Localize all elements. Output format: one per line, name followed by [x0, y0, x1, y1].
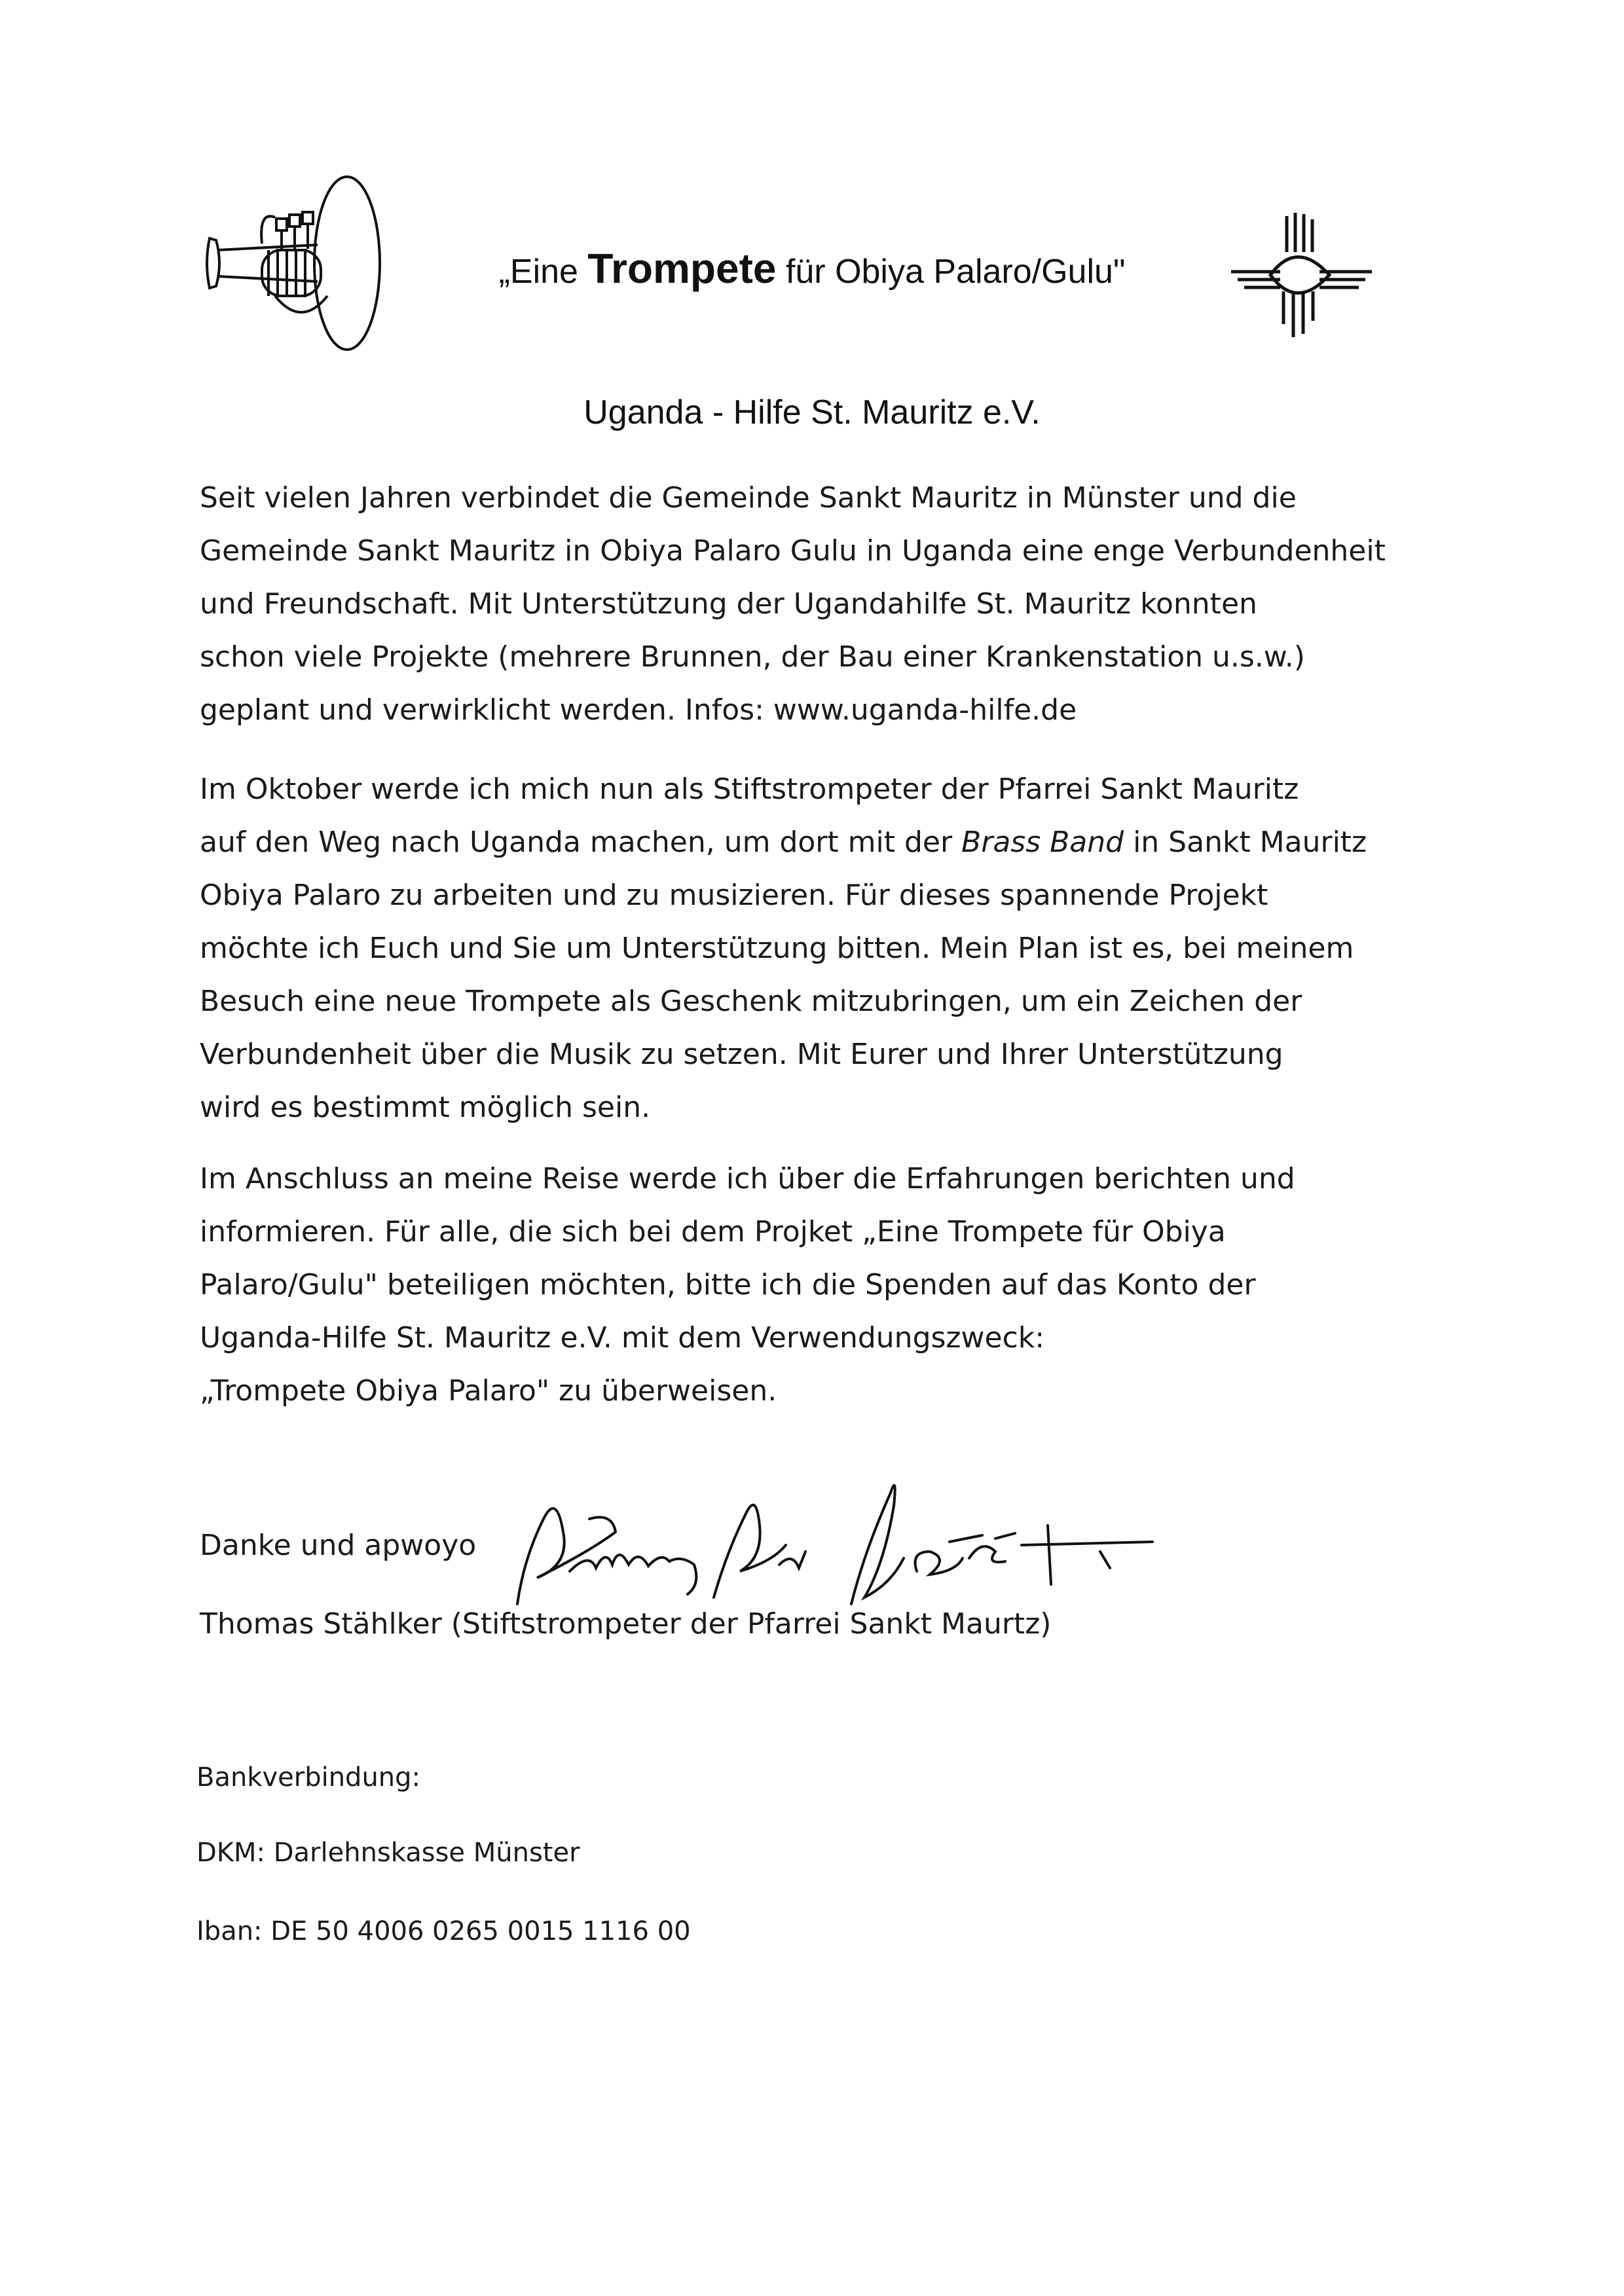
handwritten-signature [498, 1453, 1166, 1617]
text-line: Palaro/Gulu" beteiligen möchten, bitte ich die Spenden auf das Konto der [200, 1268, 1256, 1302]
closing-greeting: Danke und apwoyo [200, 1529, 477, 1562]
text-line: Im Anschluss an meine Reise werde ich über die Erfahrungen berichten und [200, 1162, 1295, 1195]
bank-name: DKM: Darlehnskasse Münster [196, 1838, 580, 1868]
title-emphasis: Trompete [587, 245, 777, 292]
signer-name: Thomas Stählker (Stiftstrompeter der Pfarrei Sankt Maurtz) [200, 1607, 1052, 1641]
title-prefix: „Eine [498, 253, 588, 291]
text-line: möchte ich Euch und Sie um Unterstützung bitten. Mein Plan ist es, bei meinem [200, 932, 1354, 965]
text-line: schon viele Projekte (mehrere Brunnen, der Bau einer Krankenstation u.s.w.) [200, 640, 1305, 674]
text-line: Gemeinde Sankt Mauritz in Obiya Palaro Gulu in Uganda eine enge Verbundenheit [200, 534, 1386, 568]
bank-label: Bankverbindung: [196, 1762, 421, 1793]
text-line: Im Oktober werde ich mich nun als Stiftstrompeter der Pfarrei Sankt Mauritz [200, 773, 1299, 806]
paragraph-intro [200, 471, 1444, 737]
paragraph-donation [200, 1152, 1444, 1417]
text-segment: auf den Weg nach Uganda machen, um dort mit der [200, 826, 962, 859]
text-line: informieren. Für alle, die sich bei dem Projket „Eine Trompete für Obiya [200, 1215, 1226, 1248]
organization-subtitle: Uganda - Hilfe St. Mauritz e.V. [583, 393, 1041, 431]
document-title [406, 236, 1218, 304]
text-line: Verbundenheit über die Musik zu setzen. Mit Eurer und Ihrer Unterstützung [200, 1038, 1283, 1071]
trumpet-icon [196, 172, 393, 355]
uganda-hilfe-logo-icon [1231, 213, 1382, 344]
text-line: Uganda-Hilfe St. Mauritz e.V. mit dem Verwendungszweck: [200, 1321, 1045, 1355]
paragraph-plan [200, 763, 1444, 1134]
text-line: und Freundschaft. Mit Unterstützung der Ugandahilfe St. Mauritz konnten [200, 587, 1257, 621]
text-line: Obiya Palaro zu arbeiten und zu musizieren. Für dieses spannende Projekt [200, 879, 1268, 912]
brass-band-emphasis: Brass Band [961, 826, 1124, 859]
title-suffix: für Obiya Palaro/Gulu" [776, 253, 1126, 291]
text-line: Besuch eine neue Trompete als Geschenk mitzubringen, um ein Zeichen der [200, 985, 1302, 1018]
bank-iban: Iban: DE 50 4006 0265 0015 1116 00 [196, 1916, 691, 1946]
text-line: geplant und verwirklicht werden. Infos: www.uganda-hilfe.de [200, 693, 1077, 727]
text-line: Seit vielen Jahren verbindet die Gemeinde Sankt Mauritz in Münster und die [200, 481, 1297, 515]
text-line [200, 816, 1444, 869]
text-segment: in Sankt Mauritz [1124, 826, 1367, 859]
text-line: wird es bestimmt möglich sein. [200, 1091, 651, 1124]
text-line: „Trompete Obiya Palaro" zu überweisen. [200, 1374, 777, 1408]
